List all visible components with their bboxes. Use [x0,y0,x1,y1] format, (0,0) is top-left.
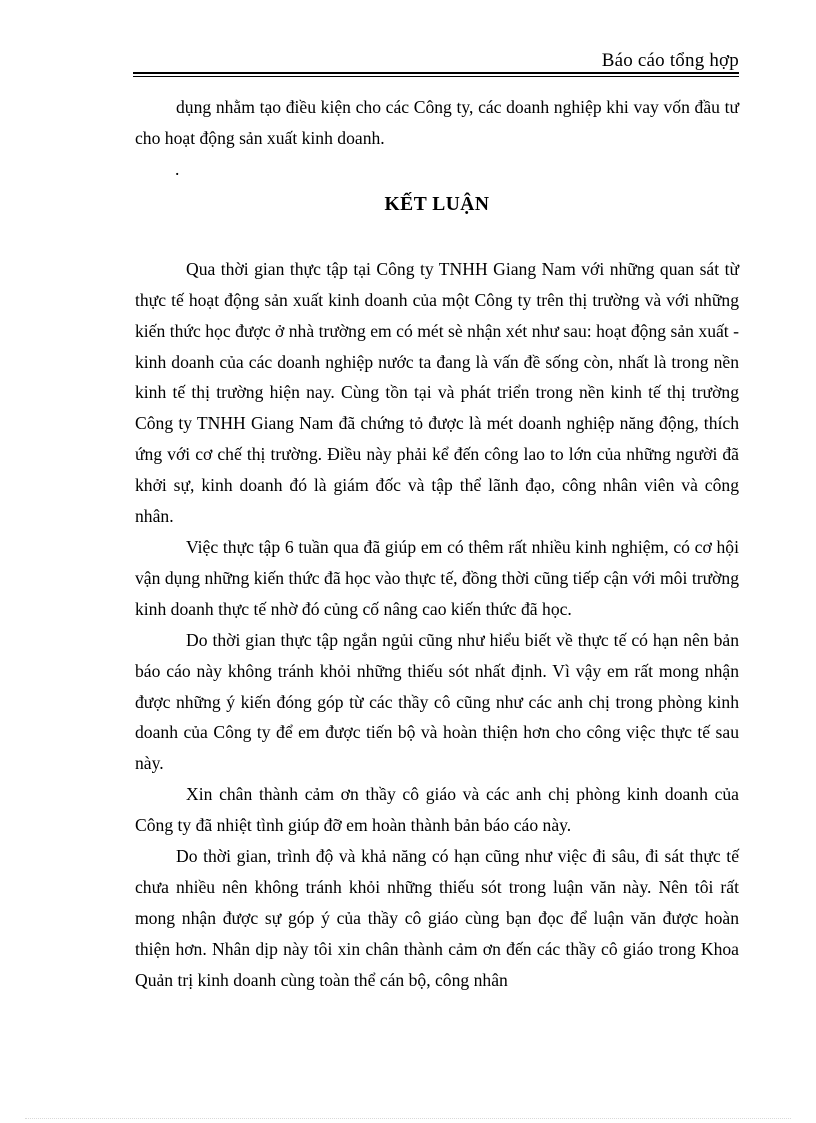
page-header [133,48,739,78]
paragraph-3: Do thời gian thực tập ngắn ngủi cũng như hiểu biết về thực tế có hạn nên bản báo cáo này không tránh khỏi những thiếu sót nhất định. Vì vậy em rất mong nhận được những ý kiến đóng góp từ các thầy cô cũng như các anh chị trong phòng kinh doanh của Công ty để em được tiến bộ và hoàn thiện hơn cho công việc thực tế sau này. [135,629,739,774]
header-rule-thin [133,76,739,77]
stray-dot: . [175,158,180,179]
header-title: Báo cáo tổng hợp [601,50,739,71]
paragraph-4: Xin chân thành cảm ơn thầy cô giáo và các anh chị phòng kinh doanh của Công ty đã nhiệt tình giúp đỡ em hoàn thành bản báo cáo này. [135,784,739,836]
continuation-paragraph: dụng nhằm tạo điều kiện cho các Công ty, các doanh nghiệp khi vay vốn đầu tư cho hoạt động sản xuất kinh doanh. [135,97,739,148]
paragraph-5: Do thời gian, trình độ và khả năng có hạn cũng như việc đi sâu, đi sát thực tế chưa nhiều nên không tránh khỏi những thiếu sót trong luận văn này. Nên tôi rất mong nhận được sự góp ý của thầy cô giáo cùng bạn đọc để luận văn được hoàn thiện hơn. Nhân dịp này tôi xin chân thành cảm ơn đến các thầy cô giáo trong Khoa Quản trị kinh doanh cùng toàn thể cán bộ, công nhân [135,846,739,990]
header-rule-thick [133,72,739,74]
document-body [135,92,739,996]
paragraph-2: Việc thực tập 6 tuần qua đã giúp em có thêm rất nhiều kinh nghiệm, có cơ hội vận dụng những kiến thức đã học vào thực tế, đồng thời cũng tiếp cận với môi trường kinh doanh thực tế nhờ đó củng cố nâng cao kiến thức đã học. [135,536,739,619]
footer-divider [25,1118,791,1119]
section-title: KẾT LUẬN [384,193,490,215]
paragraph-1: Qua thời gian thực tập tại Công ty TNHH Giang Nam với những quan sát từ thực tế hoạt động sản xuất kinh doanh của một Công ty trên thị trường và với những kiến thức học được ở nhà trường em có mét sè nhận xét như sau: hoạt động sản xuất - kinh doanh của các doanh nghiệp nước ta đang là vấn đề sống còn, nhất là trong nền kinh tế thị trường hiện nay. Cùng tồn tại và phát triển trong nền kinh tế thị trường Công ty TNHH Giang Nam đã chứng tỏ được là mét doanh nghiệp năng động, thích ứng với cơ chế thị trường. Điều này phải kể đến công lao to lớn của những người đã khởi sự, kinh doanh đó là giám đốc và tập thể lãnh đạo, công nhân viên và công nhân. [135,258,739,527]
